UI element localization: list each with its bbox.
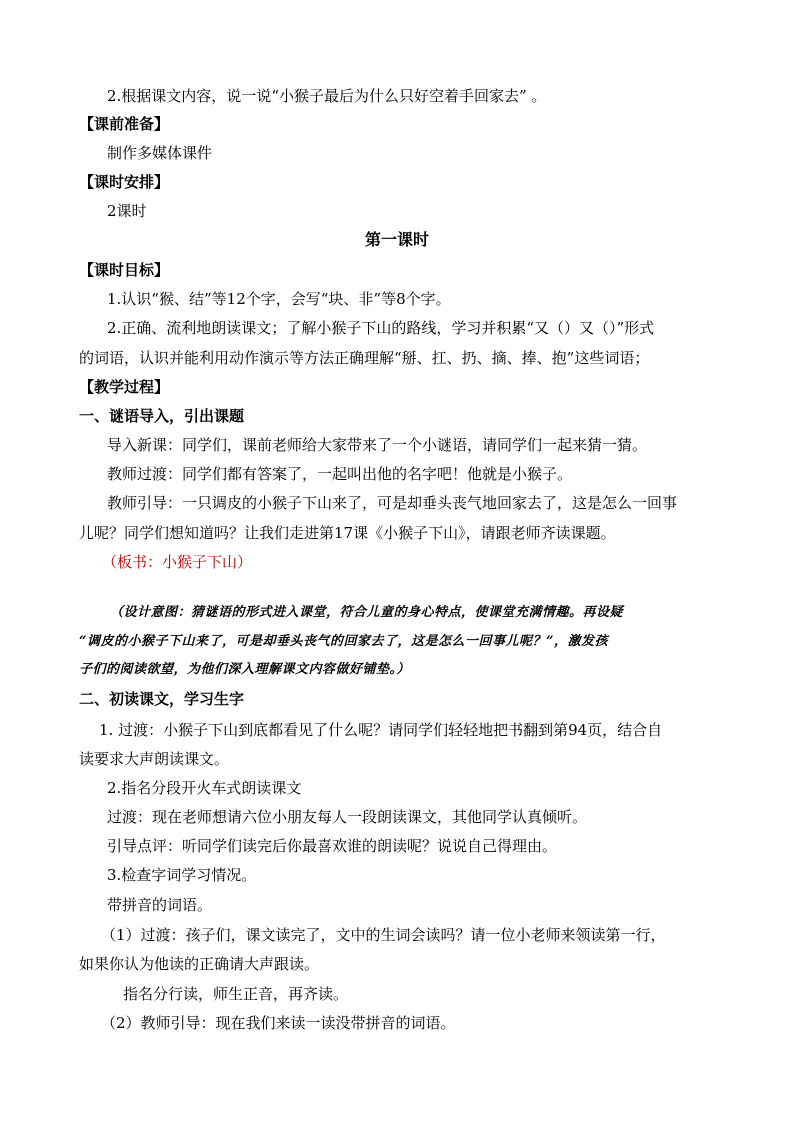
paragraph-line: 导入新课：同学们，课前老师给大家带来了一个小谜语，请同学们一起来猜一猜。 <box>107 436 648 454</box>
paragraph-line: 2课时 <box>107 202 147 220</box>
paragraph-line: 指名分行读，师生正音，再齐读。 <box>123 985 349 1003</box>
subsection-heading: 二、初读课文，学习生字 <box>79 690 245 708</box>
paragraph-line: 教师过渡：同学们都有答案了，一起叫出他的名字吧！他就是小猴子。 <box>107 465 573 483</box>
section-heading: 【教学过程】 <box>79 378 170 396</box>
paragraph-line: 儿呢？同学们想知道吗？让我们走进第17课《小猴子下山》，请跟老师齐读课题。 <box>79 524 616 542</box>
section-heading: 【课时安排】 <box>79 173 170 191</box>
paragraph-line: 1. 过渡：小猴子下山到底都看见了什么呢？请同学们轻轻地把书翻到第94页，结合自 <box>99 721 663 739</box>
board-note: （板书：小猴子下山） <box>102 553 253 571</box>
paragraph-line: 带拼音的词语。 <box>107 896 213 914</box>
paragraph-line: 引导点评：听同学们读完后你最喜欢谁的朗读呢？说说自己得理由。 <box>107 837 558 855</box>
paragraph-line: 如果你认为他读的正确请大声跟读。 <box>79 955 320 973</box>
paragraph-line: 读要求大声朗读课文。 <box>79 750 230 768</box>
section-heading: 【课前准备】 <box>79 115 170 133</box>
lesson-title: 第一课时 <box>364 230 429 249</box>
paragraph-line: 的词语，认识并能利用动作演示等方法正确理解“掰、扛、扔、摘、捧、抱”这些词语； <box>79 349 650 367</box>
paragraph-line: 1.认识“猴、结”等12个字，会写“块、非”等8个字。 <box>107 290 451 308</box>
design-intent-note: （设计意图：猜谜语的形式进入课堂，符合儿童的身心特点，使课堂充满情趣。再设疑 <box>110 605 624 620</box>
section-heading: 【课时目标】 <box>79 261 170 279</box>
paragraph-line: 2.正确、流利地朗读课文；了解小猴子下山的路线，学习并积累“又（）又（）”形式 <box>107 319 655 337</box>
subsection-heading: 一、谜语导入，引出课题 <box>79 407 245 425</box>
design-intent-note: 子们的阅读欲望，为他们深入理解课文内容做好铺垫。） <box>79 662 411 677</box>
paragraph-line: （2）教师引导：现在我们来读一读没带拼音的词语。 <box>101 1014 456 1032</box>
paragraph-line: 3.检查字词学习情况。 <box>107 866 257 884</box>
paragraph-line: 2.根据课文内容，说一说“小猴子最后为什么只好空着手回家去” 。 <box>107 87 547 105</box>
design-intent-note: “调皮的小猴子下山来了，可是却垂头丧气的回家去了，这是怎么一回事儿呢？”，激发孩 <box>79 634 608 649</box>
paragraph-line: 教师引导：一只调皮的小猴子下山来了，可是却垂头丧气地回家去了，这是怎么一回事 <box>107 494 678 512</box>
paragraph-line: 过渡：现在老师想请六位小朋友每人一段朗读课文，其他同学认真倾听。 <box>107 808 588 826</box>
paragraph-line: （1）过渡：孩子们，课文读完了，文中的生词会读吗？请一位小老师来领读第一行， <box>101 926 666 944</box>
paragraph-line: 2.指名分段开火车式朗读课文 <box>107 779 302 797</box>
paragraph-line: 制作多媒体课件 <box>107 144 213 162</box>
